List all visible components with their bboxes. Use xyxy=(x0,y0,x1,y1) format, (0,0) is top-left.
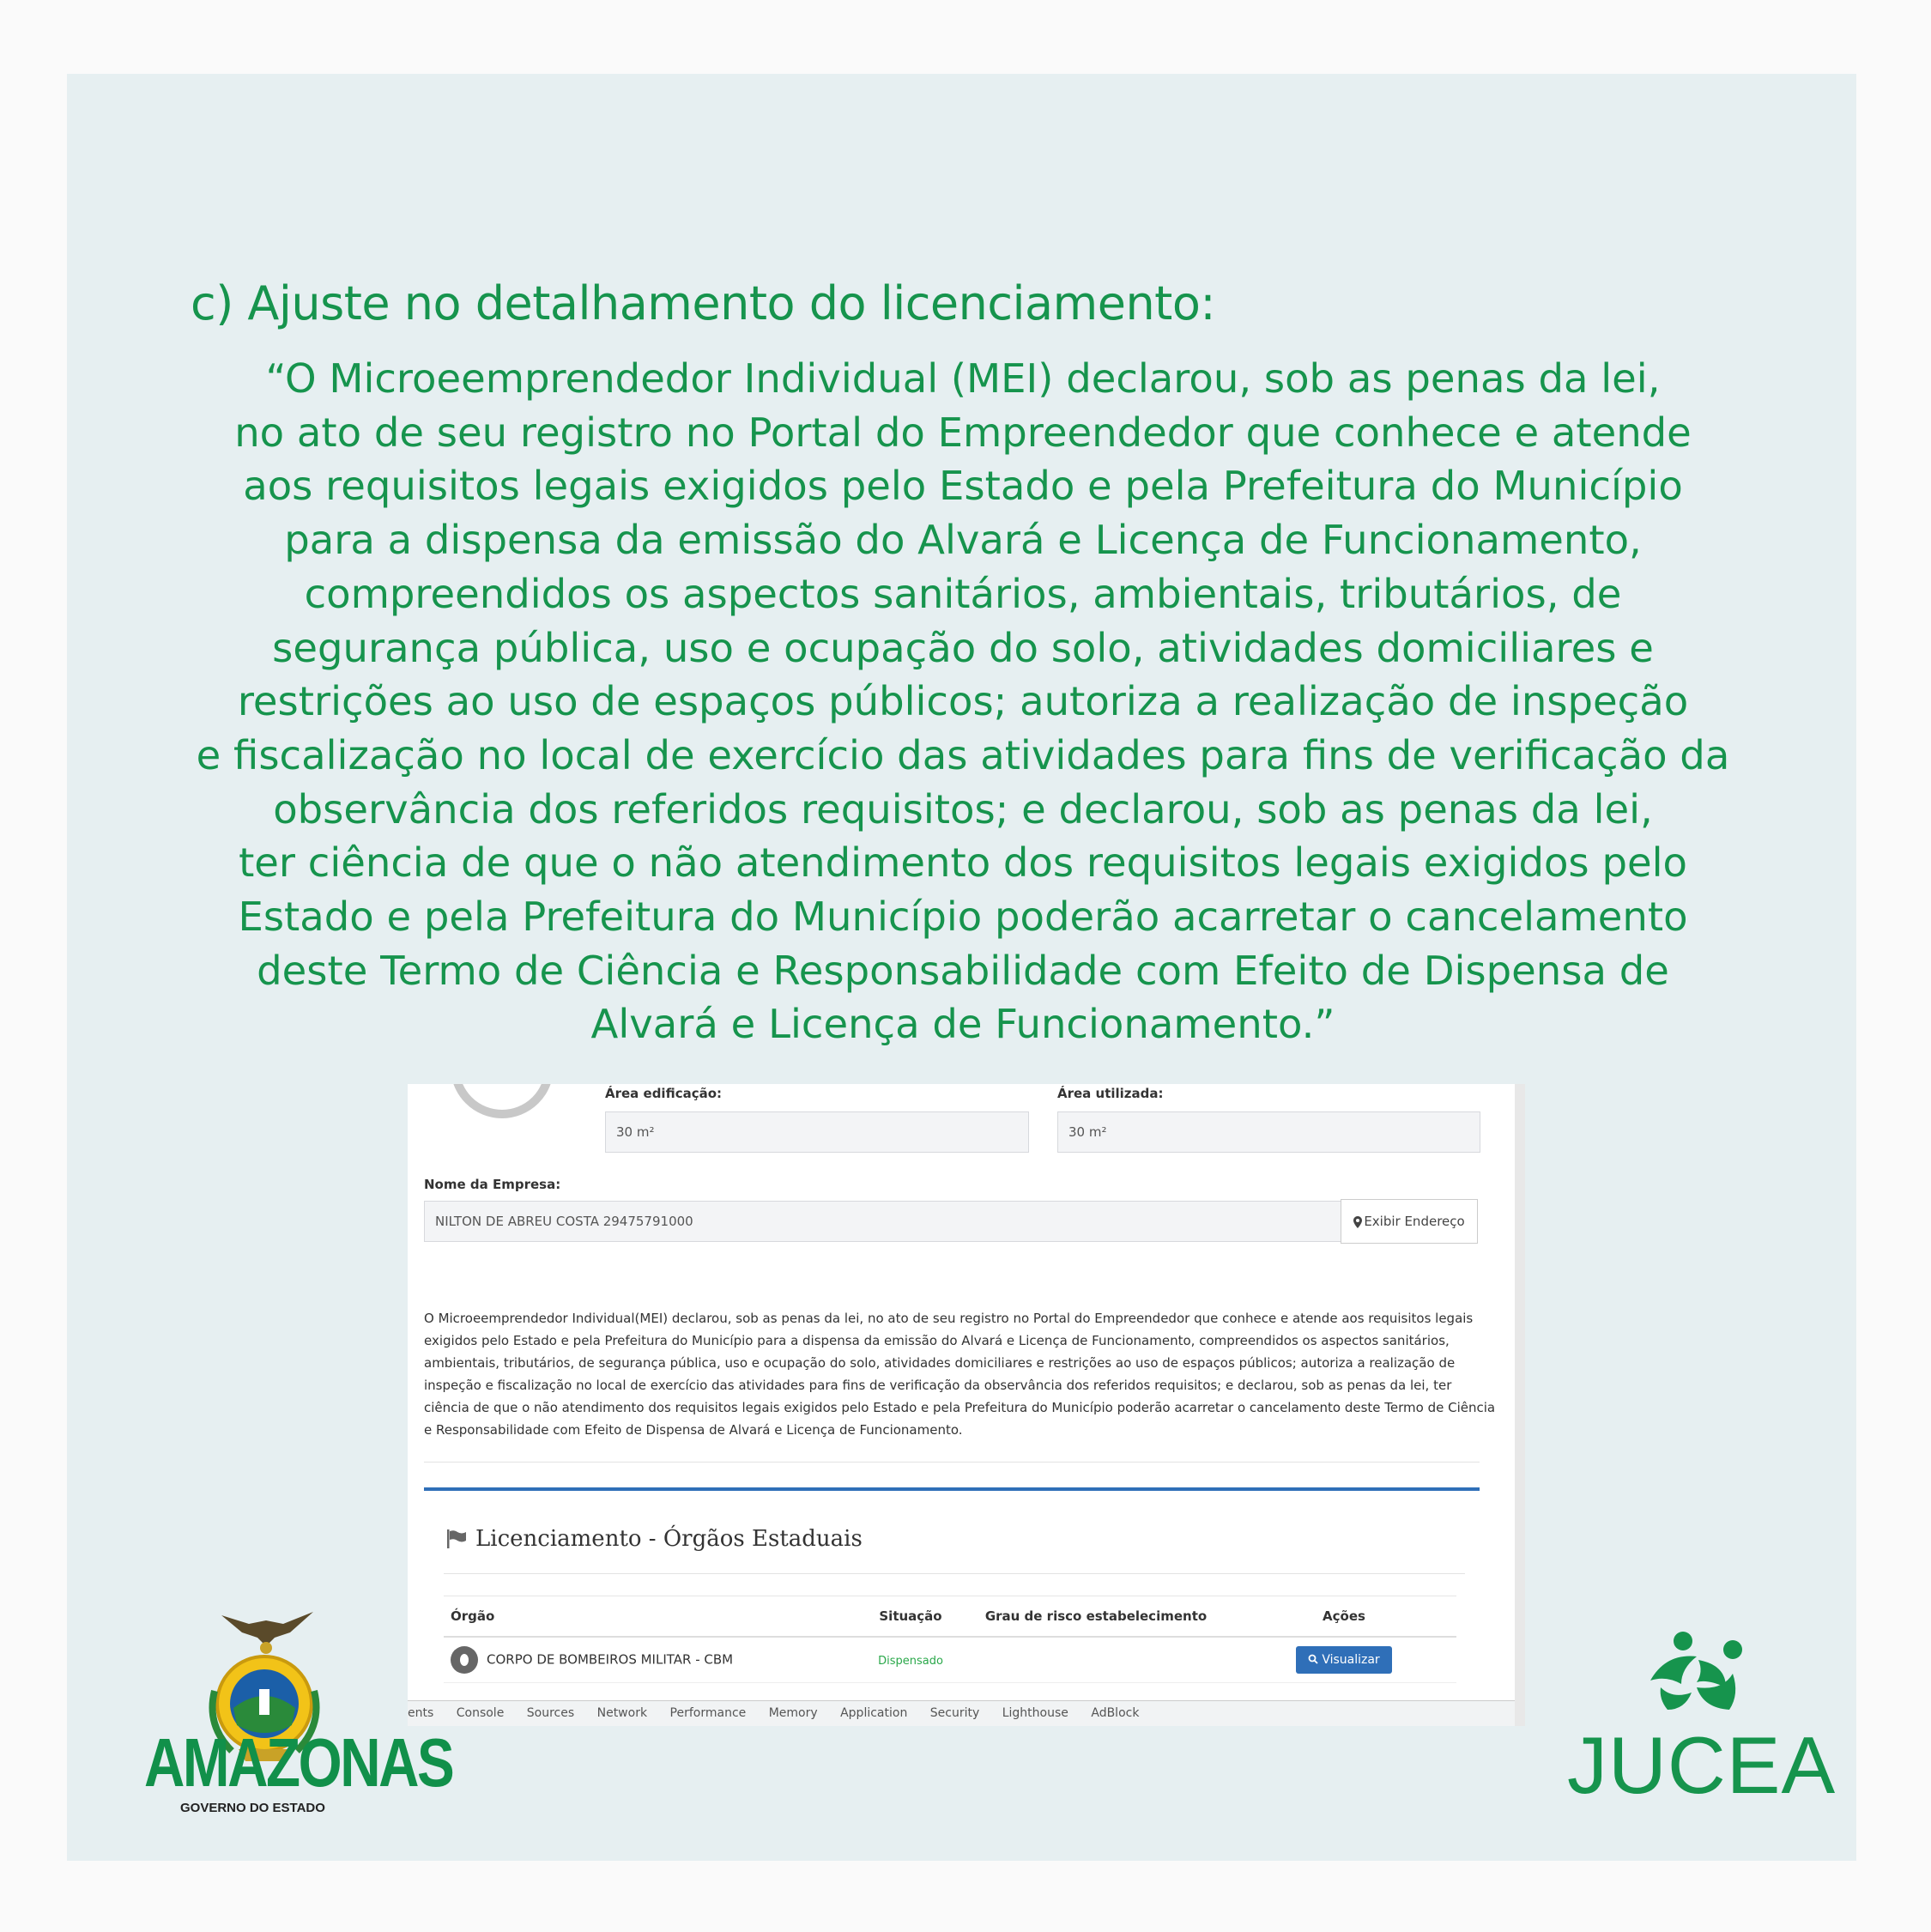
section-heading: c) Ajuste no detalhamento do licenciamento: xyxy=(191,276,1216,330)
search-icon xyxy=(1308,1654,1318,1664)
devtools-tab[interactable]: ents xyxy=(408,1706,434,1720)
area-edificacao-field[interactable]: 30 m² xyxy=(605,1111,1029,1153)
declaration-quote xyxy=(191,352,1735,1051)
nome-empresa-field[interactable]: NILTON DE ABREU COSTA 29475791000 xyxy=(424,1201,1342,1242)
devtools-tab[interactable]: Sources xyxy=(526,1706,575,1720)
acoes-cell xyxy=(1232,1637,1456,1683)
declaration-text: O Microeemprendedor Individual(MEI) declarou, sob as penas da lei, no ato de seu registro no Portal do Empreendedor que conhece e atende aos requisitos legais exigidos pelo Estado e pela Prefeitura do Município para a dispensa da emissão do Alvará e Licença de Funcionamento, compreendidos os aspectos sanitários, ambientais, tributários, de segurança pública, uso e ocupação do solo, atividades domiciliares e restrições ao uso de espaços públicos; autoriza a realização de inspeção e fiscalização no local de exercício das atividades para fins de verificação da observância dos referidos requisitos; e declarou, sob as penas da lei, ter ciência de que o não atendimento dos requisitos legais exigidos pelo Estado e pela Prefeitura do Município poderão acarretar o cancelamento deste Termo de Ciência e Responsabilidade com Efeito de Dispensa de Alvará e Licença de Funcionamento. xyxy=(424,1311,1496,1438)
quote-line: Estado e pela Prefeitura do Município poderão acarretar o cancelamento xyxy=(238,893,1688,941)
section-divider xyxy=(424,1487,1480,1491)
col-orgao: Órgão xyxy=(444,1596,861,1638)
exibir-endereco-label: Exibir Endereço xyxy=(1364,1214,1465,1229)
quote-line: deste Termo de Ciência e Responsabilidade com Efeito de Dispensa de xyxy=(257,947,1669,994)
exibir-endereco-button[interactable] xyxy=(1341,1199,1478,1244)
devtools-tab[interactable]: AdBlock xyxy=(1091,1706,1140,1720)
embedded-screenshot xyxy=(408,1084,1525,1726)
flag-icon xyxy=(446,1529,467,1548)
quote-line: compreendidos os aspectos sanitários, ambientais, tributários, de xyxy=(304,570,1622,617)
visualizar-button[interactable] xyxy=(1296,1646,1391,1674)
area-utilizada-label: Área utilizada: xyxy=(1057,1086,1164,1101)
amazonas-wordmark: AMAZONAS xyxy=(144,1724,453,1801)
table-header-row xyxy=(444,1596,1456,1638)
devtools-tab[interactable]: Network xyxy=(596,1706,648,1720)
col-acoes: Ações xyxy=(1232,1596,1456,1638)
quote-line: observância dos referidos requisitos; e declarou, sob as penas da lei, xyxy=(273,785,1653,833)
orgao-cell xyxy=(444,1637,861,1683)
situacao-cell xyxy=(861,1637,960,1683)
area-utilizada-field[interactable]: 30 m² xyxy=(1057,1111,1480,1153)
orgao-name: CORPO DE BOMBEIROS MILITAR - CBM xyxy=(487,1651,734,1668)
table-row xyxy=(444,1637,1456,1683)
quote-line: ter ciência de que o não atendimento dos requisitos legais exigidos pelo xyxy=(239,839,1687,887)
quote-line: restrições ao uso de espaços públicos; autoriza a realização de inspeção xyxy=(237,678,1689,725)
col-grau-risco: Grau de risco estabelecimento xyxy=(960,1596,1232,1638)
devtools-tab[interactable]: Memory xyxy=(768,1706,818,1720)
quote-line: Alvará e Licença de Funcionamento.” xyxy=(590,1001,1335,1048)
divider xyxy=(444,1573,1465,1574)
licenciamento-table xyxy=(444,1596,1456,1683)
devtools-tabbar xyxy=(408,1700,1525,1726)
quote-line: para a dispensa da emissão do Alvará e Licença de Funcionamento, xyxy=(284,517,1642,564)
amazonas-subtitle: GOVERNO DO ESTADO xyxy=(180,1801,325,1815)
quote-line: e fiscalização no local de exercício das atividades para fins de verificação da xyxy=(196,731,1730,778)
avatar xyxy=(451,1084,554,1118)
grau-cell xyxy=(960,1637,1232,1683)
jucea-logo-icon xyxy=(1643,1631,1755,1717)
col-situacao: Situação xyxy=(861,1596,960,1638)
devtools-tab[interactable]: Performance xyxy=(669,1706,747,1720)
area-edificacao-label: Área edificação: xyxy=(605,1086,723,1101)
map-marker-icon xyxy=(1353,1216,1362,1228)
quote-line: “O Microeemprendedor Individual (MEI) declarou, sob as penas da lei, xyxy=(265,355,1661,402)
devtools-tab[interactable]: Application xyxy=(840,1706,908,1720)
visualizar-label: Visualizar xyxy=(1322,1653,1380,1667)
quote-line: no ato de seu registro no Portal do Empreendedor que conhece e atende xyxy=(234,409,1692,456)
fire-department-icon xyxy=(451,1646,478,1674)
licenciamento-title xyxy=(446,1526,863,1552)
devtools-tab[interactable]: Console xyxy=(456,1706,505,1720)
quote-line: segurança pública, uso e ocupação do solo, atividades domiciliares e xyxy=(272,624,1654,671)
licenciamento-title-text: Licenciamento - Órgãos Estaduais xyxy=(475,1526,863,1552)
devtools-tab[interactable]: Security xyxy=(929,1706,980,1720)
divider xyxy=(424,1462,1480,1463)
status-badge: Dispensado xyxy=(878,1655,943,1668)
nome-empresa-label: Nome da Empresa: xyxy=(424,1177,561,1192)
quote-line: aos requisitos legais exigidos pelo Estado e pela Prefeitura do Município xyxy=(243,463,1683,510)
jucea-wordmark: JUCEA xyxy=(1567,1720,1837,1810)
devtools-tab[interactable]: Lighthouse xyxy=(1002,1706,1068,1720)
